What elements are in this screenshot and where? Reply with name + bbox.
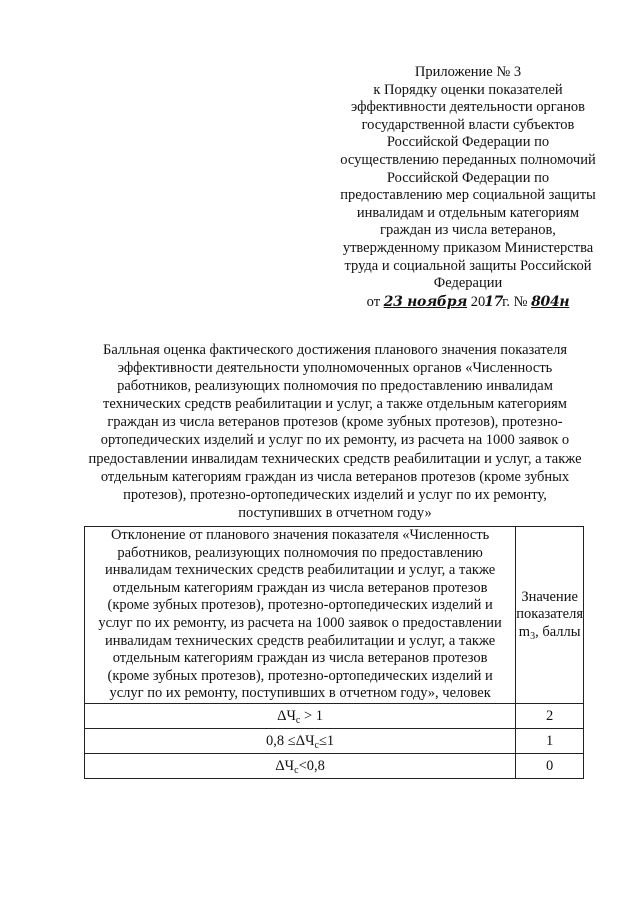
heading-line: протезов), протезно-ортопедических изделий и услуг по их ремонту, bbox=[123, 486, 547, 503]
header-deviation-line: работников, реализующих полномочия по предоставлению bbox=[117, 544, 483, 561]
deviation-subscript: с bbox=[295, 714, 301, 726]
order-reference bbox=[318, 294, 618, 312]
deviation-cell bbox=[85, 753, 516, 778]
appendix-line: утвержденному приказом Министерства bbox=[342, 239, 594, 256]
order-year-prefix: 20 bbox=[470, 293, 486, 310]
header-deviation-line: (кроме зубных протезов), протезно-ортопедических изделий и bbox=[107, 597, 493, 614]
handwritten-order-number: 804н bbox=[531, 293, 570, 310]
appendix-line: Российской Федерации по bbox=[386, 169, 550, 186]
header-score-unit bbox=[516, 624, 583, 642]
header-deviation-line: (кроме зубных протезов), протезно-ортопедических изделий и bbox=[107, 667, 493, 684]
appendix-line: инвалидам и отдельным категориям bbox=[356, 204, 580, 221]
appendix-title: Приложение № 3 bbox=[414, 64, 522, 80]
table-row bbox=[85, 753, 584, 778]
score-cell: 0 bbox=[516, 753, 584, 778]
appendix-line: труда и социальной защиты Российской bbox=[344, 257, 592, 274]
deviation-cell bbox=[85, 728, 516, 753]
deviation-subscript: с bbox=[294, 764, 299, 776]
appendix-line: Федерации bbox=[433, 275, 503, 292]
appendix-line: эффективности деятельности органов bbox=[351, 99, 585, 116]
table-row bbox=[85, 728, 584, 753]
appendix-line: предоставлению мер социальной защиты bbox=[340, 187, 596, 204]
deviation-text: ΔЧ bbox=[275, 757, 295, 774]
deviation-text: 0,8 ≤ΔЧ bbox=[266, 732, 315, 749]
heading-line: эффективности деятельности уполномоченных органов «Численность bbox=[117, 360, 553, 377]
heading-line: граждан из числа ветеранов протезов (кроме зубных протезов), протезно- bbox=[107, 414, 563, 431]
header-score-line: показателя bbox=[516, 606, 583, 623]
handwritten-date: 23 ноября bbox=[383, 293, 468, 310]
header-deviation-line: услуг по их ремонту, поступивших в отчетном году», человек bbox=[109, 685, 491, 702]
header-deviation-line: отдельным категориям граждан из числа ветеранов протезов bbox=[112, 650, 488, 667]
deviation-text: > 1 bbox=[300, 707, 324, 724]
header-score-suffix: , баллы bbox=[535, 623, 581, 640]
deviation-subscript: с bbox=[314, 739, 319, 751]
deviation-text: ΔЧ bbox=[277, 707, 296, 724]
score-cell: 1 bbox=[516, 728, 584, 753]
header-deviation-line: Отклонение от планового значения показателя «Численность bbox=[110, 527, 490, 543]
score-table bbox=[84, 526, 584, 779]
appendix-line: граждан из числа ветеранов, bbox=[380, 222, 556, 239]
order-from-label: от bbox=[366, 293, 381, 310]
appendix-line: осуществлению переданных полномочий bbox=[340, 151, 596, 168]
header-score bbox=[516, 527, 584, 704]
score-cell: 2 bbox=[516, 703, 584, 728]
order-number-label: г. № bbox=[502, 293, 528, 310]
header-score-line: Значение bbox=[521, 588, 578, 605]
header-deviation-line: отдельным категориям граждан из числа ветеранов протезов bbox=[112, 579, 488, 596]
header-deviation bbox=[85, 527, 516, 704]
appendix-line: к Порядку оценки показателей bbox=[373, 81, 563, 98]
deviation-text: <0,8 bbox=[298, 757, 325, 774]
table-header-row bbox=[85, 527, 584, 704]
header-deviation-line: инвалидам технических средств реабилитации и услуг, а также bbox=[105, 632, 496, 649]
heading-line: отдельным категориям граждан из числа ветеранов протезов (кроме зубных bbox=[100, 468, 570, 485]
appendix-line: Российской Федерации по bbox=[386, 134, 550, 151]
header-score-symbol: m bbox=[518, 623, 531, 640]
heading-line: Балльная оценка фактического достижения планового значения показателя bbox=[103, 342, 567, 358]
header-deviation-line: услуг по их ремонту, из расчета на 1000 заявок о предоставлении bbox=[98, 614, 502, 631]
document-heading bbox=[70, 341, 600, 522]
handwritten-year: 17 bbox=[484, 293, 504, 310]
heading-line: поступивших в отчетном году» bbox=[238, 504, 432, 521]
header-deviation-line: инвалидам технических средств реабилитации и услуг, а также bbox=[105, 562, 496, 579]
heading-line: предоставлении инвалидам технических средств реабилитации и услуг, а также bbox=[88, 450, 582, 467]
heading-line: ортопедических изделий и услуг по их ремонту, из расчета на 1000 заявок о bbox=[100, 432, 570, 449]
appendix-block bbox=[318, 64, 618, 311]
heading-line: работников, реализующих полномочия по предоставлению инвалидам bbox=[117, 378, 553, 395]
deviation-cell bbox=[85, 703, 516, 728]
heading-line: технических средств реабилитации и услуг, а также отдельным категориям bbox=[103, 396, 567, 413]
deviation-text: ≤1 bbox=[318, 732, 335, 749]
appendix-line: государственной власти субъектов bbox=[361, 116, 575, 133]
table-row bbox=[85, 703, 584, 728]
header-score-subscript: 3 bbox=[530, 630, 536, 642]
